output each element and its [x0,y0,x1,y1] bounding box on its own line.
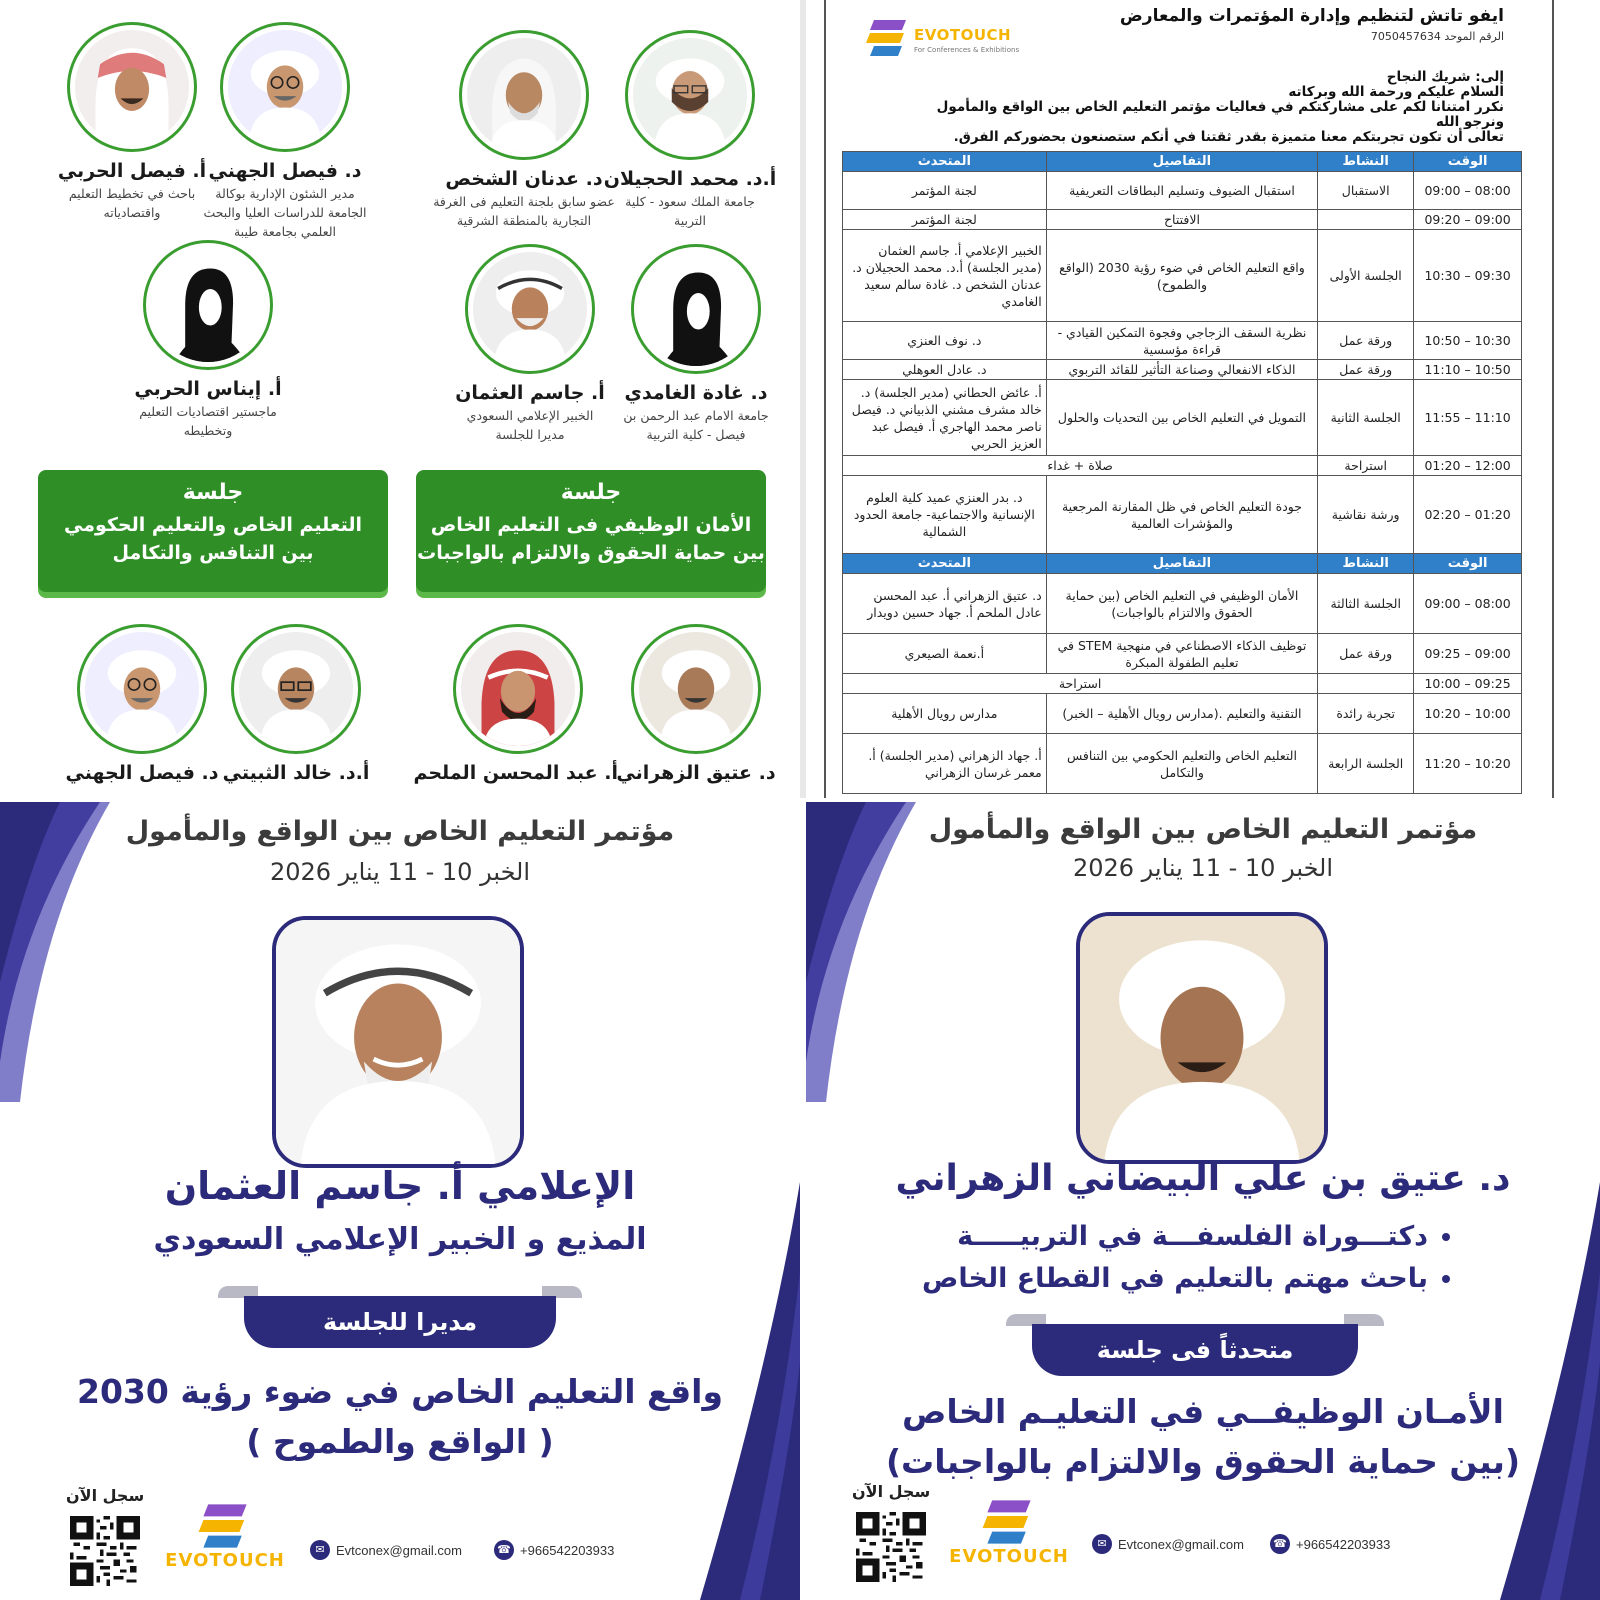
cell-time: 10:50 – 11:10 [1414,360,1522,380]
speaker-card-panel [0,802,800,1600]
cell-activity: الجلسة الرابعة [1318,734,1414,794]
logo-wordmark: EVOTOUCH [914,26,1012,44]
speaker-photo [151,248,265,362]
speaker-name: د. عتيق الزهراني [616,762,776,784]
cell-speaker: أ.نعمة الصيعري [843,634,1047,674]
phone-text: +966542203933 [1296,1536,1391,1552]
table-row [843,230,1522,322]
cell-activity [1318,210,1414,230]
speaker-role: باحث في تخطيط التعليم واقتصادياته [68,186,196,220]
table-row [843,574,1522,634]
session-banner [38,470,388,592]
letter-line: إلى: شريك النجاح [1386,69,1504,85]
speaker-card [424,30,624,230]
phone-contact[interactable] [1270,1534,1390,1554]
cell-activity: استراحة [1318,456,1414,476]
cell-time: 01:20 – 02:20 [1414,476,1522,554]
speaker-role: ماجستير اقتصاديات التعليم وتخطيطه [139,404,277,438]
email-icon: ✉ [1092,1534,1112,1554]
speaker-card [430,244,630,444]
qr-code[interactable] [66,1516,144,1586]
qr-code[interactable] [852,1512,930,1582]
column-header: التفاصيل [1046,152,1318,172]
speaker-photo-ring [231,624,361,754]
cell-activity: ورقة عمل [1318,360,1414,380]
cell-activity: الاستقبال [1318,172,1414,210]
session-banner-title: جلسة [182,480,244,505]
cell-speaker: أ. عائض الحطاني (مدير الجلسة) د. خالد مشرف مشني الذبياني د. فيصل ناصر محمد الهاجري أ. فيصل عبد العزيز الحربي [843,380,1047,456]
speaker-photo-ring [631,244,761,374]
speaker-photo [85,632,199,746]
speaker-role: مدير الشئون الإدارية بوكالة الجامعة للدراسات العليا والبحث العلمي بجامعة طيبة [203,186,367,239]
cell-time: 09:30 – 10:30 [1414,230,1522,322]
cell-time: 09:25 – 10:00 [1414,674,1522,694]
speaker-card [108,240,308,440]
org-name: ايفو تاتش لتنظيم وإدارة المؤتمرات والمعارض [1119,6,1504,26]
speaker-name: أ. عبد المحسن الملحم [413,762,618,784]
cell-speaker: لجنة المؤتمر [843,172,1047,210]
cell-time: 12:00 – 01:20 [1414,456,1522,476]
speaker-photo-ring [220,22,350,152]
column-header: النشاط [1318,554,1414,574]
evotouch-logo-icon [866,18,910,58]
evotouch-logo [866,18,1036,60]
email-icon: ✉ [310,1540,330,1560]
table-header-row [843,554,1522,574]
cell-details: صلاة + غداء [843,456,1318,476]
logo-wordmark: EVOTOUCH [949,1546,1069,1567]
cell-details: التقنية والتعليم .(مدارس رويال الأهلية – الخبر) [1046,694,1318,734]
cell-speaker: مدارس رويال الأهلية [843,694,1047,734]
email-contact[interactable] [1092,1534,1244,1554]
table-row [843,322,1522,360]
speaker-photo [639,632,753,746]
agenda-letter-panel [806,0,1600,798]
role-badge: متحدثاً فى جلسة [1032,1324,1358,1376]
cell-activity: ورقة عمل [1318,634,1414,674]
cell-time: 10:00 – 10:20 [1414,694,1522,734]
cell-time: 09:00 – 09:20 [1414,210,1522,230]
evotouch-logo-icon [195,1502,255,1550]
speaker-photo-ring [631,624,761,754]
speaker-name: أ.د. خالد الثبيتي [222,762,370,784]
letter-body [904,70,1504,145]
speaker-photo [461,632,575,746]
logo-wordmark: EVOTOUCH [165,1550,285,1571]
cell-activity: ورشة نقاشية [1318,476,1414,554]
cell-speaker: د. عتيق الزهراني أ. عبد المحسن عادل الملحم أ. جهاد حسين دويدار [843,574,1047,634]
cell-speaker: د. نوف العنزي [843,322,1047,360]
speaker-photo [228,30,342,144]
column-header: النشاط [1318,152,1414,172]
session-banner-title: جلسة [560,480,622,505]
evotouch-logo [944,1498,1074,1578]
session-topic: ( الواقع والطموح ) [246,1422,554,1461]
cell-time: 10:30 – 10:50 [1414,322,1522,360]
email-text: Evtconex@gmail.com [336,1542,462,1558]
register-label: سجل الآن [66,1486,145,1505]
cell-details: الذكاء الانفعالي وصناعة التأثير للقائد التربوي [1046,360,1318,380]
table-header-row [843,152,1522,172]
speaker-name: أ.د. محمد الحجيلان [603,168,777,190]
speaker-photo-ring [459,30,589,160]
table-row [843,694,1522,734]
speaker-photo-ring [77,624,207,754]
table-row [843,734,1522,794]
cell-time: 11:10 – 11:55 [1414,380,1522,456]
letter-line: نكرر امتنانا لكم على مشاركتكم في فعاليات مؤتمر التعليم الخاص بين الواقع والمأمول ونرجو الله [936,99,1504,130]
table-row [843,674,1522,694]
cell-activity: الجلسة الأولى [1318,230,1414,322]
cell-speaker: د. عادل العوهلي [843,360,1047,380]
speakers-grid-panel [0,0,800,798]
cell-activity: الجلسة الثانية [1318,380,1414,456]
cell-activity [1318,674,1414,694]
session-banner-line: بين التنافس والتكامل [112,542,314,564]
registration-number: الرقم الموحد 7050457634 [1370,30,1504,43]
cell-details: التعليم الخاص والتعليم الحكومي بين التنافس والتكامل [1046,734,1318,794]
column-header: المتحدث [843,152,1047,172]
speaker-photo [272,916,524,1168]
conference-date: الخبر 10 - 11 يناير 2026 [269,858,531,886]
session-banner-line: التعليم الخاص والتعليم الحكومي [63,514,363,536]
letter-line: السلام عليكم ورحمة الله وبركاته [1288,84,1504,100]
session-topic: الأمـان الوظيفــي في التعليـم الخاص [902,1392,1504,1431]
table-row [843,172,1522,210]
speaker-photo-ring [453,624,583,754]
cell-time: 08:00 – 09:00 [1414,574,1522,634]
cell-time: 10:20 – 11:20 [1414,734,1522,794]
table-row [843,360,1522,380]
speaker-name: الإعلامي أ. جاسم العثمان [164,1164,636,1208]
speaker-photo-ring [625,30,755,160]
role-badge: مديرا للجلسة [244,1296,556,1348]
speaker-photo-ring [465,244,595,374]
cell-time: 09:00 – 09:25 [1414,634,1522,674]
page-edge-line [1552,0,1554,798]
cell-speaker: لجنة المؤتمر [843,210,1047,230]
logo-tagline: For Conferences & Exhibitions [914,46,1020,54]
speaker-role: جامعة الامام عبد الرحمن بن فيصل - كلية التربية [623,408,769,442]
session-topic: واقع التعليم الخاص في ضوء رؤية 2030 [76,1372,723,1411]
cell-speaker: د. بدر العنزي عميد كلية العلوم الإنسانية والاجتماعية- جامعة الحدود الشمالية [843,476,1047,554]
speaker-card [596,624,796,784]
email-contact[interactable] [310,1540,462,1560]
credential-text: دكتـــوراة الفلسفـــة في التربيـــــة [957,1221,1428,1252]
letter-line: تعالى أن تكون تجربتكم معنا متميزة بقدر ثقتنا في أنكم ستصنعون بحضوركم الفرق. [953,129,1504,145]
speaker-name: أ. فيصل الحربي [57,160,207,182]
speaker-name: د. عتيق بن علي البيضاني الزهراني [895,1158,1511,1199]
conference-title: مؤتمر التعليم الخاص بين الواقع والمأمول [928,814,1478,845]
page-edge-line [824,0,826,798]
conference-title: مؤتمر التعليم الخاص بين الواقع والمأمول [125,816,675,847]
email-text: Evtconex@gmail.com [1118,1536,1244,1552]
session-topic: (بين حماية الحقوق والالتزام بالواجبات) [885,1442,1521,1481]
role-ribbon [1032,1324,1358,1376]
conference-date: الخبر 10 - 11 يناير 2026 [1072,854,1334,882]
speaker-photo-ring [143,240,273,370]
cell-details: الافتتاح [1046,210,1318,230]
table-row [843,380,1522,456]
role-ribbon [244,1296,556,1348]
speaker-photo [239,632,353,746]
column-header: الوقت [1414,152,1522,172]
speaker-name: أ. إيناس الحربي [134,378,282,400]
cell-details: جودة التعليم الخاص في ظل المقارنة المرجعية والمؤشرات العالمية [1046,476,1318,554]
column-header: التفاصيل [1046,554,1318,574]
bullet-icon [1442,1233,1450,1241]
speaker-photo [639,252,753,366]
cell-time: 08:00 – 09:00 [1414,172,1522,210]
speaker-card-panel [806,802,1600,1600]
speaker-photo [75,30,189,144]
cell-activity: ورقة عمل [1318,322,1414,360]
column-header: الوقت [1414,554,1522,574]
credential-text: باحث مهتم بالتعليم في القطاع الخاص [922,1263,1428,1294]
credential-item [922,1216,1450,1258]
speaker-photo [467,38,581,152]
cell-details: التمويل في التعليم الخاص بين التحديات والحلول [1046,380,1318,456]
speaker-photo [1076,912,1328,1164]
cell-activity: الجلسة الثالثة [1318,574,1414,634]
session-banner-line: بين حماية الحقوق والالتزام بالواجبات [417,542,765,564]
bullet-icon [1442,1275,1450,1283]
speaker-role: جامعة الملك سعود - كلية التربية [625,194,755,228]
speaker-card [32,22,232,222]
cell-details: الأمان الوظيفي في التعليم الخاص (بين حماية الحقوق والالتزام بالواجبات) [1046,574,1318,634]
column-header: المتحدث [843,554,1047,574]
phone-icon: ☎ [494,1540,514,1560]
cell-details: توظيف الذكاء الاصطناعي في منهجية STEM في تعليم الطفولة المبكرة [1046,634,1318,674]
table-row [843,210,1522,230]
cell-details: واقع التعليم الخاص في ضوء رؤية 2030 (الواقع والطموح) [1046,230,1318,322]
phone-contact[interactable] [494,1540,614,1560]
speaker-name: د. غادة الغامدي [624,382,768,404]
phone-text: +966542203933 [520,1542,615,1558]
speaker-card [42,624,242,784]
session-banner-line: الأمان الوظيفي فى التعليم الخاص [430,514,752,536]
cell-details: استراحة [843,674,1318,694]
speaker-photo [473,252,587,366]
register-label: سجل الآن [852,1482,931,1501]
table-row [843,634,1522,674]
cell-activity: تجربة رائدة [1318,694,1414,734]
speaker-role: الخبير الإعلامي السعودي مديرا للجلسة [466,408,594,442]
speaker-name: د. عدنان الشخص [445,168,603,190]
session-banner [416,470,766,592]
speaker-card [413,624,618,784]
speaker-photo-ring [67,22,197,152]
table-row [843,456,1522,476]
cell-speaker: أ. جهاد الزهراني (مدير الجلسة) أ. معمر غرسان الزهراني [843,734,1047,794]
table-row [843,476,1522,554]
speaker-photo [633,38,747,152]
speaker-name: د. فيصل الجهني [65,762,219,784]
phone-icon: ☎ [1270,1534,1290,1554]
cell-speaker: الخبير الإعلامي أ. جاسم العثمان (مدير الجلسة) أ.د. محمد الحجيلان د. عدنان الشخص د. غادة سالم سعيد الغامدي [843,230,1047,322]
speaker-name: د. فيصل الجهني [208,160,362,182]
credential-item [922,1258,1450,1300]
agenda-table [842,151,1522,794]
speaker-role: عضو سابق بلجنة التعليم فى الغرفة التجارية بالمنطقة الشرقية [433,194,615,228]
evotouch-logo-icon [979,1498,1039,1546]
speaker-subtitle: المذيع و الخبير الإعلامي السعودي [153,1222,647,1257]
speaker-credentials [922,1216,1450,1300]
cell-details: نظرية السقف الزجاجي وفجوة التمكين القيادي - قراءة مؤسسية [1046,322,1318,360]
speaker-name: أ. جاسم العثمان [455,382,605,404]
evotouch-logo [160,1502,290,1582]
cell-details: استقبال الضيوف وتسليم البطاقات التعريفية [1046,172,1318,210]
letter-header [1120,6,1504,43]
